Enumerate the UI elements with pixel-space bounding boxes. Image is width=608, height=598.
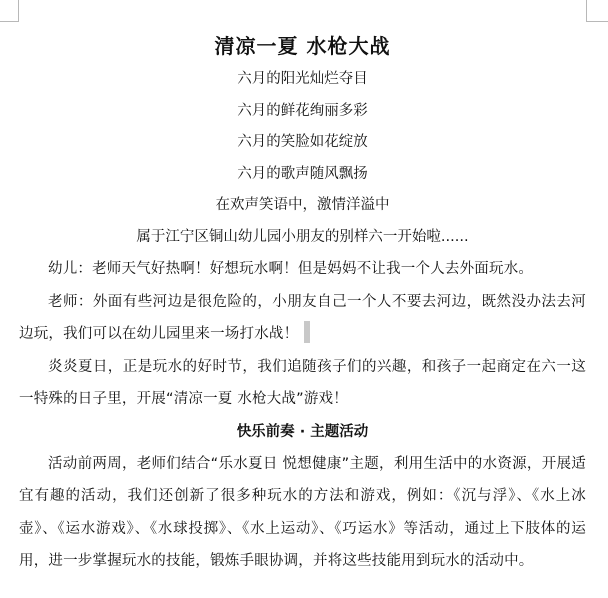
crop-mark-top-right-vertical — [586, 0, 587, 22]
dialogue-paragraph-teacher-text: 老师：外面有些河边是很危险的，小朋友自己一个人不要去河边，既然没办法去河边玩，我们可以在幼儿园里来一场打水战！ — [19, 293, 586, 342]
dialogue-paragraph-child: 幼儿：老师天气好热啊！好想玩水啊！但是妈妈不让我一个人去外面玩水。 — [48, 261, 534, 277]
text-cursor — [304, 321, 310, 343]
crop-mark-top-left-horizontal — [0, 21, 19, 22]
document-title: 清凉一夏 水枪大战 — [214, 34, 391, 58]
poem-line: 六月的阳光灿烂夺目 — [237, 71, 368, 87]
document-body[interactable] — [19, 30, 586, 578]
crop-mark-top-right-horizontal — [586, 21, 608, 22]
intro-paragraph: 炎炎夏日，正是玩水的好时节，我们追随孩子们的兴趣，和孩子一起商定在六一这一特殊的日子里，开展“清凉一夏 水枪大战”游戏！ — [19, 358, 586, 407]
poem-line: 属于江宁区铜山幼儿园小朋友的别样六一开始啦...... — [136, 228, 469, 245]
poem-line: 六月的鲜花绚丽多彩 — [237, 102, 368, 119]
crop-mark-top-left-vertical — [18, 0, 19, 22]
section-paragraph: 活动前两周，老师们结合“乐水夏日 悦想健康”主题，利用生活中的水资源，开展适宜有趣的活动，我们还创新了很多种玩水的方法和游戏，例如：《沉与浮》、《水上冰壶》、《运水游戏》、《水球投掷》、《水上运动》、《巧运水》等活动，通过上下肢体的运用，进一步掌握玩水的技能，锻炼手眼协调，并将这些技能用到玩水的活动中。 — [19, 455, 586, 569]
poem-line: 六月的笑脸如花绽放 — [237, 134, 368, 150]
poem-line: 六月的歌声随风飘扬 — [237, 165, 368, 182]
dialogue-paragraph-teacher — [19, 286, 586, 351]
section-heading: 快乐前奏 · 主题活动 — [236, 423, 369, 440]
poem-line: 在欢声笑语中，激情洋溢中 — [215, 197, 390, 213]
